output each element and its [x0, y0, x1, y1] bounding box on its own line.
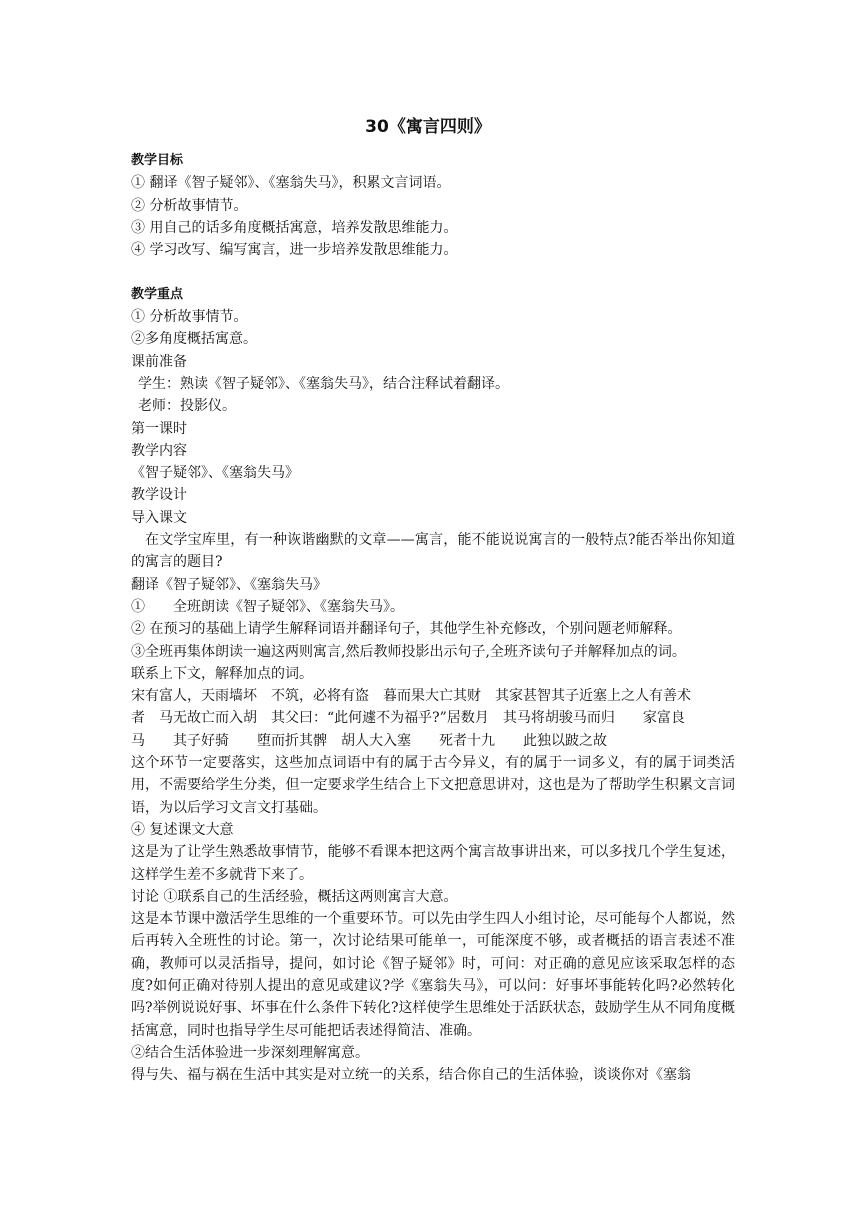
step-item: ③全班再集体朗读一遍这两则寓言,然后教师投影出示句子,全班齐读句子并解释加点的词。: [131, 643, 686, 660]
translate-heading: 翻译《智子疑邻》、《塞翁失马》: [131, 576, 327, 593]
discuss-paragraph: 这是本节课中激活学生思维的一个重要环节。可以先由学生四人小组讨论，尽可能每个人都说，然后再转入全班性的讨论。第一，次讨论结果可能单一，可能深度不够，或者概括的语言表述不准确，教师可以灵活指导，提问，如讨论《智子疑邻》时，可问：对正确的意见应该采取怎样的态度?如何正确对待别人提出的意见或建议?学《塞翁失马》，可以问：好事坏事能转化吗?必然转化吗?举例说说好事、坏事在什么条件下转化?这样使学生思维处于活跃状态，鼓励学生从不同角度概括寓意，同时也指导学生尽可能把话表述得简洁、准确。: [131, 911, 735, 1039]
phrase-list-line: 宋有富人，天雨墙坏 不筑，必将有盗 暮而果大亡其财 其家甚智其子近塞上之人有善术: [131, 688, 691, 705]
phrase-list-line: 马 其子好骑 堕而折其髀 胡人大入塞 死者十九 此独以跛之故: [131, 732, 607, 749]
discuss-heading: 讨论 ①联系自己的生活经验，概括这两则寓言大意。: [131, 888, 458, 905]
document-page: [131, 112, 735, 1086]
prep-teacher: 老师：投影仪。: [138, 398, 236, 415]
step-item: ① 全班朗读《智子疑邻》、《塞翁失马》。: [131, 598, 404, 615]
context-instruction: 联系上下文，解释加点的词。: [131, 665, 313, 682]
objective-item: ③ 用自己的话多角度概括寓意，培养发散思维能力。: [131, 219, 458, 236]
objective-item: ① 翻译《智子疑邻》、《塞翁失马》，积累文言词语。: [131, 175, 451, 192]
blank-line: [131, 261, 735, 283]
intro-paragraph: 在文学宝库里，有一种诙谐幽默的文章——寓言，能不能说说寓言的一般特点?能否举出你知道的寓言的题目?: [131, 532, 735, 571]
intro-heading: 导入课文: [131, 509, 187, 526]
objective-item: ② 分析故事情节。: [131, 197, 248, 214]
step-item: ② 在预习的基础上请学生解释词语并翻译句子，其他学生补充修改，个别问题老师解释。: [131, 621, 682, 638]
objectives-heading: 教学目标: [131, 153, 184, 168]
objective-item: ④ 学习改写、编写寓言，进一步培养发散思维能力。: [131, 242, 458, 259]
lesson-period: 第一课时: [131, 420, 187, 437]
retell-paragraph: 这是为了让学生熟悉故事情节，能够不看课本把这两个寓言故事讲出来，可以多找几个学生复述，这样学生差不多就背下来了。: [131, 844, 735, 883]
final-line: 得与失、福与祸在生活中其实是对立统一的关系，结合你自己的生活体验，谈谈你对《塞翁: [131, 1067, 691, 1084]
document-title: 30《寓言四则》: [365, 117, 491, 137]
discuss-item: ②结合生活体验进一步深刻理解寓意。: [131, 1044, 369, 1061]
note-paragraph: 这个环节一定要落实，这些加点词语中有的属于古今异义，有的属于一词多义，有的属于词类活用，不需要给学生分类，但一定要求学生结合上下文把意思讲对，这也是为了帮助学生积累文言词语，为以后学习文言文打基础。: [131, 755, 735, 816]
design-heading: 教学设计: [131, 487, 187, 504]
content-text: 《智子疑邻》、《塞翁失马》: [131, 465, 299, 482]
phrase-list-line: 者 马无故亡而入胡 其父曰：“此何遽不为福乎?”居数月 其马将胡骏马而归 家富良: [131, 710, 685, 727]
prep-heading: 课前准备: [131, 353, 187, 370]
focus-heading: 教学重点: [131, 286, 184, 302]
content-heading: 教学内容: [131, 442, 187, 459]
focus-item: ②多角度概括寓意。: [131, 331, 257, 348]
step-item: ④ 复述课文大意: [131, 821, 234, 838]
focus-item: ① 分析故事情节。: [131, 309, 248, 326]
prep-student: 学生：熟读《智子疑邻》、《塞翁失马》，结合注释试着翻译。: [138, 375, 509, 392]
